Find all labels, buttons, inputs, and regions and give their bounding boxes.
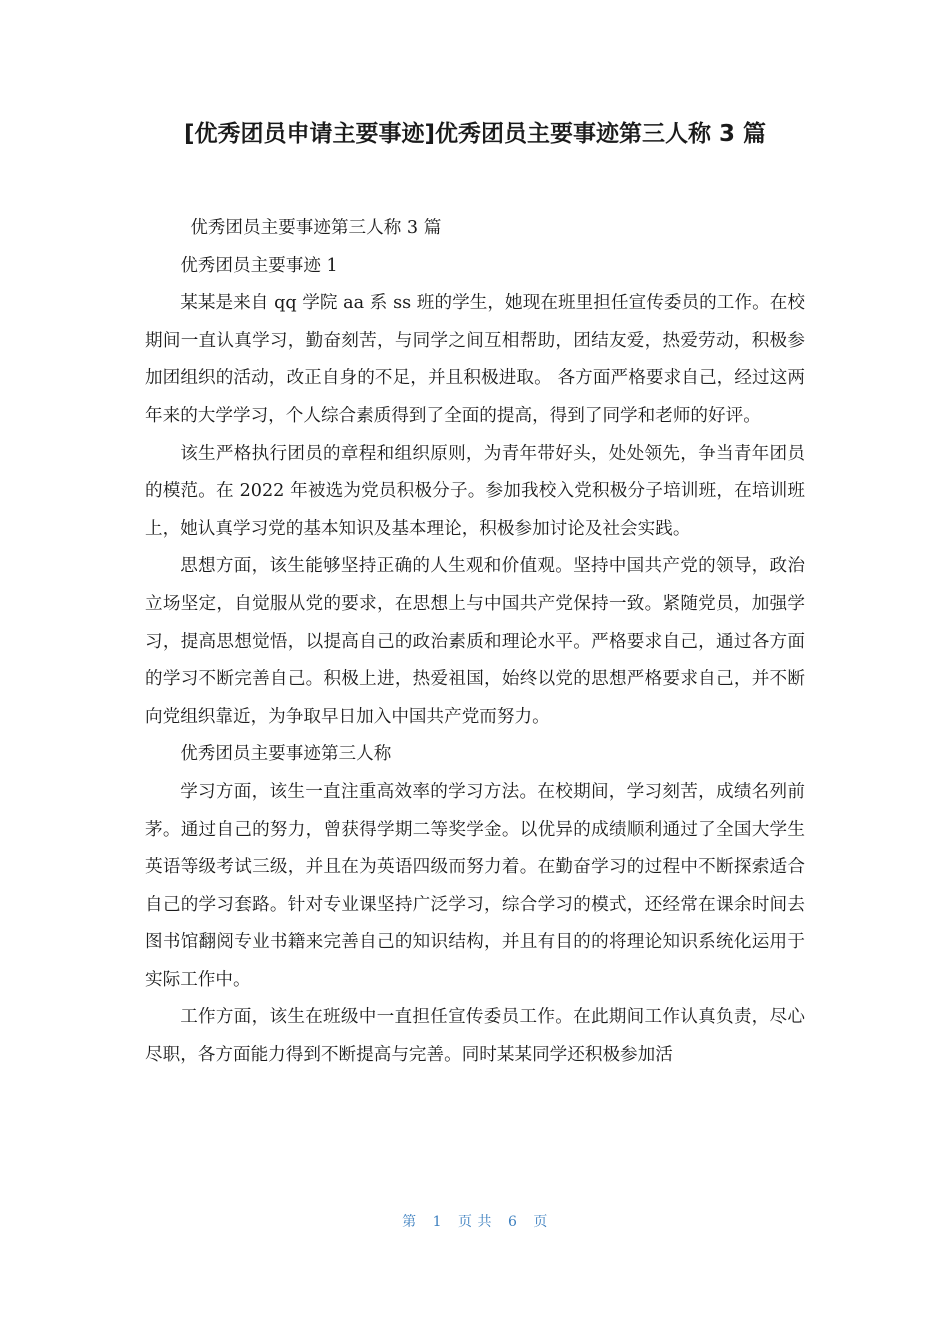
section-heading: 优秀团员主要事迹第三人称 [180,744,392,765]
section-heading: 优秀团员主要事迹 1 [180,255,338,276]
body-paragraph: 某某是来自 qq 学院 aa 系 ss 班的学生，她现在班里担任宣传委员的工作。在校期间一直认真学习，勤奋刻苦，与同学之间互相帮助，团结友爱，热爱劳动，积极参加团组织的活动，改正自身的不足，并且积极进取。 各方面严格要求自己，经过这两年来的大学学习，个人综合素质得到了全面的提高，得到了同学和老师的好评。 [145,293,805,426]
footer-prefix: 第 [402,1214,417,1230]
document-subtitle: 优秀团员主要事迹第三人称 3 篇 [190,218,442,238]
total-page-count: 6 [507,1214,518,1230]
document-body [145,210,805,1075]
current-page-number: 1 [432,1214,443,1230]
body-paragraph: 该生严格执行团员的章程和组织原则，为青年带好头，处处领先，争当青年团员的模范。在 2022 年被选为党员积极分子。参加我校入党积极分子培训班，在培训班上，她认真学习党的基本知识及基本理论，积极参加讨论及社会实践。 [145,443,805,539]
body-paragraph: 学习方面，该生一直注重高效率的学习方法。在校期间，学习刻苦，成绩名列前茅。通过自己的努力，曾获得学期二等奖学金。以优异的成绩顺利通过了全国大学生英语等级考试三级，并且在为英语四级而努力着。在勤奋学习的过程中不断探索适合自己的学习套路。针对专业课坚持广泛学习，综合学习的模式，还经常在课余时间去图书馆翻阅专业书籍来完善自己的知识结构，并且有目的的将理论知识系统化运用于实际工作中。 [145,781,805,990]
body-paragraph: 思想方面，该生能够坚持正确的人生观和价值观。坚持中国共产党的领导，政治立场坚定，自觉服从党的要求，在思想上与中国共产党保持一致。紧随党员，加强学习，提高思想觉悟，以提高自己的政治素质和理论水平。严格要求自己，通过各方面的学习不断完善自己。积极上进，热爱祖国，始终以党的思想严格要求自己，并不断向党组织靠近，为争取早日加入中国共产党而努力。 [145,556,805,727]
page-number-footer [0,1210,950,1234]
footer-suffix: 页 [533,1214,548,1230]
footer-middle: 页 共 [458,1214,492,1230]
document-title: [优秀团员申请主要事迹]优秀团员主要事迹第三人称 3 篇 [183,121,767,147]
body-paragraph: 工作方面，该生在班级中一直担任宣传委员工作。在此期间工作认真负责，尽心尽职，各方面能力得到不断提高与完善。同时某某同学还积极参加活 [145,1007,805,1066]
